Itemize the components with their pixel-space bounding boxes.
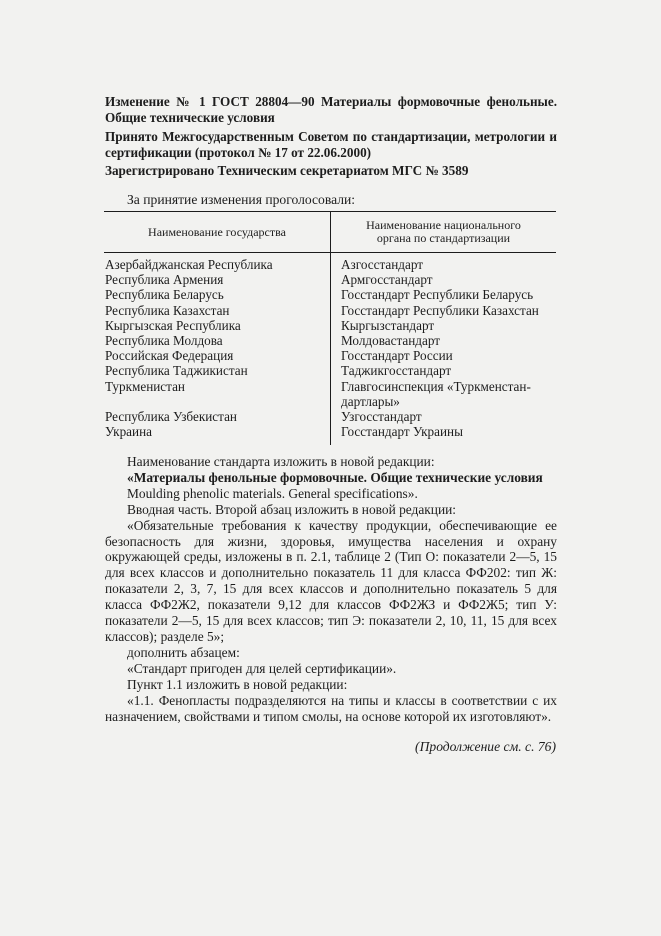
state-cell: Республика Молдова — [104, 333, 331, 348]
table-row — [104, 409, 556, 424]
paragraph: дополнить абзацем: — [127, 644, 240, 660]
voting-table — [104, 211, 556, 445]
table-row — [104, 333, 556, 348]
body-cell: Кыргызстандарт — [341, 317, 435, 333]
state-cell: Азербайджанская Республика — [104, 253, 331, 273]
table-row — [104, 348, 556, 363]
new-title-ru: «Материалы фенольные формовочные. Общие технические условия — [127, 469, 543, 485]
state-cell: Республика Таджикистан — [104, 363, 331, 378]
amendment-title: Изменение № 1 ГОСТ 28804—90 Материалы формовочные фенольные. Общие технические условия — [105, 94, 557, 125]
state-cell: Республика Армения — [104, 272, 331, 287]
amendment-body — [105, 454, 557, 724]
paragraph: «Стандарт пригоден для целей сертификации». — [127, 660, 397, 676]
paragraph: Вводная часть. Второй абзац изложить в новой редакции: — [127, 501, 457, 517]
body-cell: Госстандарт Республики Беларусь — [341, 287, 534, 303]
paragraph: Пункт 1.1 изложить в новой редакции: — [127, 676, 348, 692]
body-cell: Азгосстандарт — [341, 257, 424, 272]
body-cell: Таджикгосстандарт — [341, 363, 452, 379]
table-row — [104, 303, 556, 318]
continuation-note: (Продолжение см. с. 76) — [415, 739, 556, 754]
table-row — [104, 253, 556, 273]
table-row — [104, 318, 556, 333]
column-header-body — [331, 212, 557, 253]
table-row — [104, 287, 556, 302]
paragraph: Наименование стандарта изложить в новой редакции: — [127, 454, 435, 469]
body-cell: Госстандарт России — [341, 348, 453, 364]
column-header-body-line2: органа по стандартизации — [376, 231, 511, 245]
voting-intro: За принятие изменения проголосовали: — [127, 192, 356, 207]
table-row — [104, 363, 556, 378]
body-cell: Узгосстандарт — [341, 409, 422, 425]
new-title-en: Moulding phenolic materials. General specifications». — [127, 485, 418, 501]
state-cell: Кыргызская Республика — [104, 318, 331, 333]
body-cell: Главгосинспекция «Туркменстан-дартлары» — [341, 378, 531, 409]
state-cell: Республика Казахстан — [104, 303, 331, 318]
state-cell: Республика Беларусь — [104, 287, 331, 302]
state-cell: Туркменистан — [104, 379, 331, 409]
state-cell: Российская Федерация — [104, 348, 331, 363]
body-cell: Молдовастандарт — [341, 333, 441, 349]
paragraph-clause: «1.1. Фенопласты подразделяются на типы и классы в соответствии с их назначением, свойствами и типом смолы, на основе которой их изготовляют». — [105, 692, 557, 724]
state-cell: Республика Узбекистан — [104, 409, 331, 424]
state-cell: Украина — [104, 424, 331, 445]
column-header-state: Наименование государства — [104, 212, 331, 253]
body-cell: Армгосстандарт — [341, 272, 433, 288]
adoption-note: Принято Межгосударственным Советом по стандартизации, метрологии и сертификации (протокол № 17 от 22.06.2000) — [105, 129, 557, 160]
table-row — [104, 424, 556, 445]
body-cell: Госстандарт Республики Казахстан — [341, 302, 539, 318]
table-header-row — [104, 212, 556, 253]
table-row — [104, 272, 556, 287]
registration-note: Зарегистрировано Техническим секретариатом МГС № 3589 — [105, 163, 469, 178]
table-row — [104, 379, 556, 409]
body-cell: Госстандарт Украины — [341, 424, 463, 440]
paragraph-requirements: «Обязательные требования к качеству продукции, обеспечивающие ее безопасность для жизни, здоровья, имущества населения и охрану окружающей среды, изложены в п. 2.1, таблице 2 (Тип О: показатели 2—5, 15 для всех классов и дополнительно показатель 11 для класса ФФ202: тип Ж: показатели 2, 3, 7, 15 для всех классов и дополнительно показатель 5 для класса ФФ2Ж2, показатели 9,12 для классов ФФ2ЖЗ и ФФ2Ж5; тип У: показатели 2—5, 15 для всех классов; тип Э: показатели 2, 10, 11, 15 для всех классов); разделе 5»; — [105, 517, 557, 644]
column-header-body-line1: Наименование национального — [366, 218, 521, 232]
